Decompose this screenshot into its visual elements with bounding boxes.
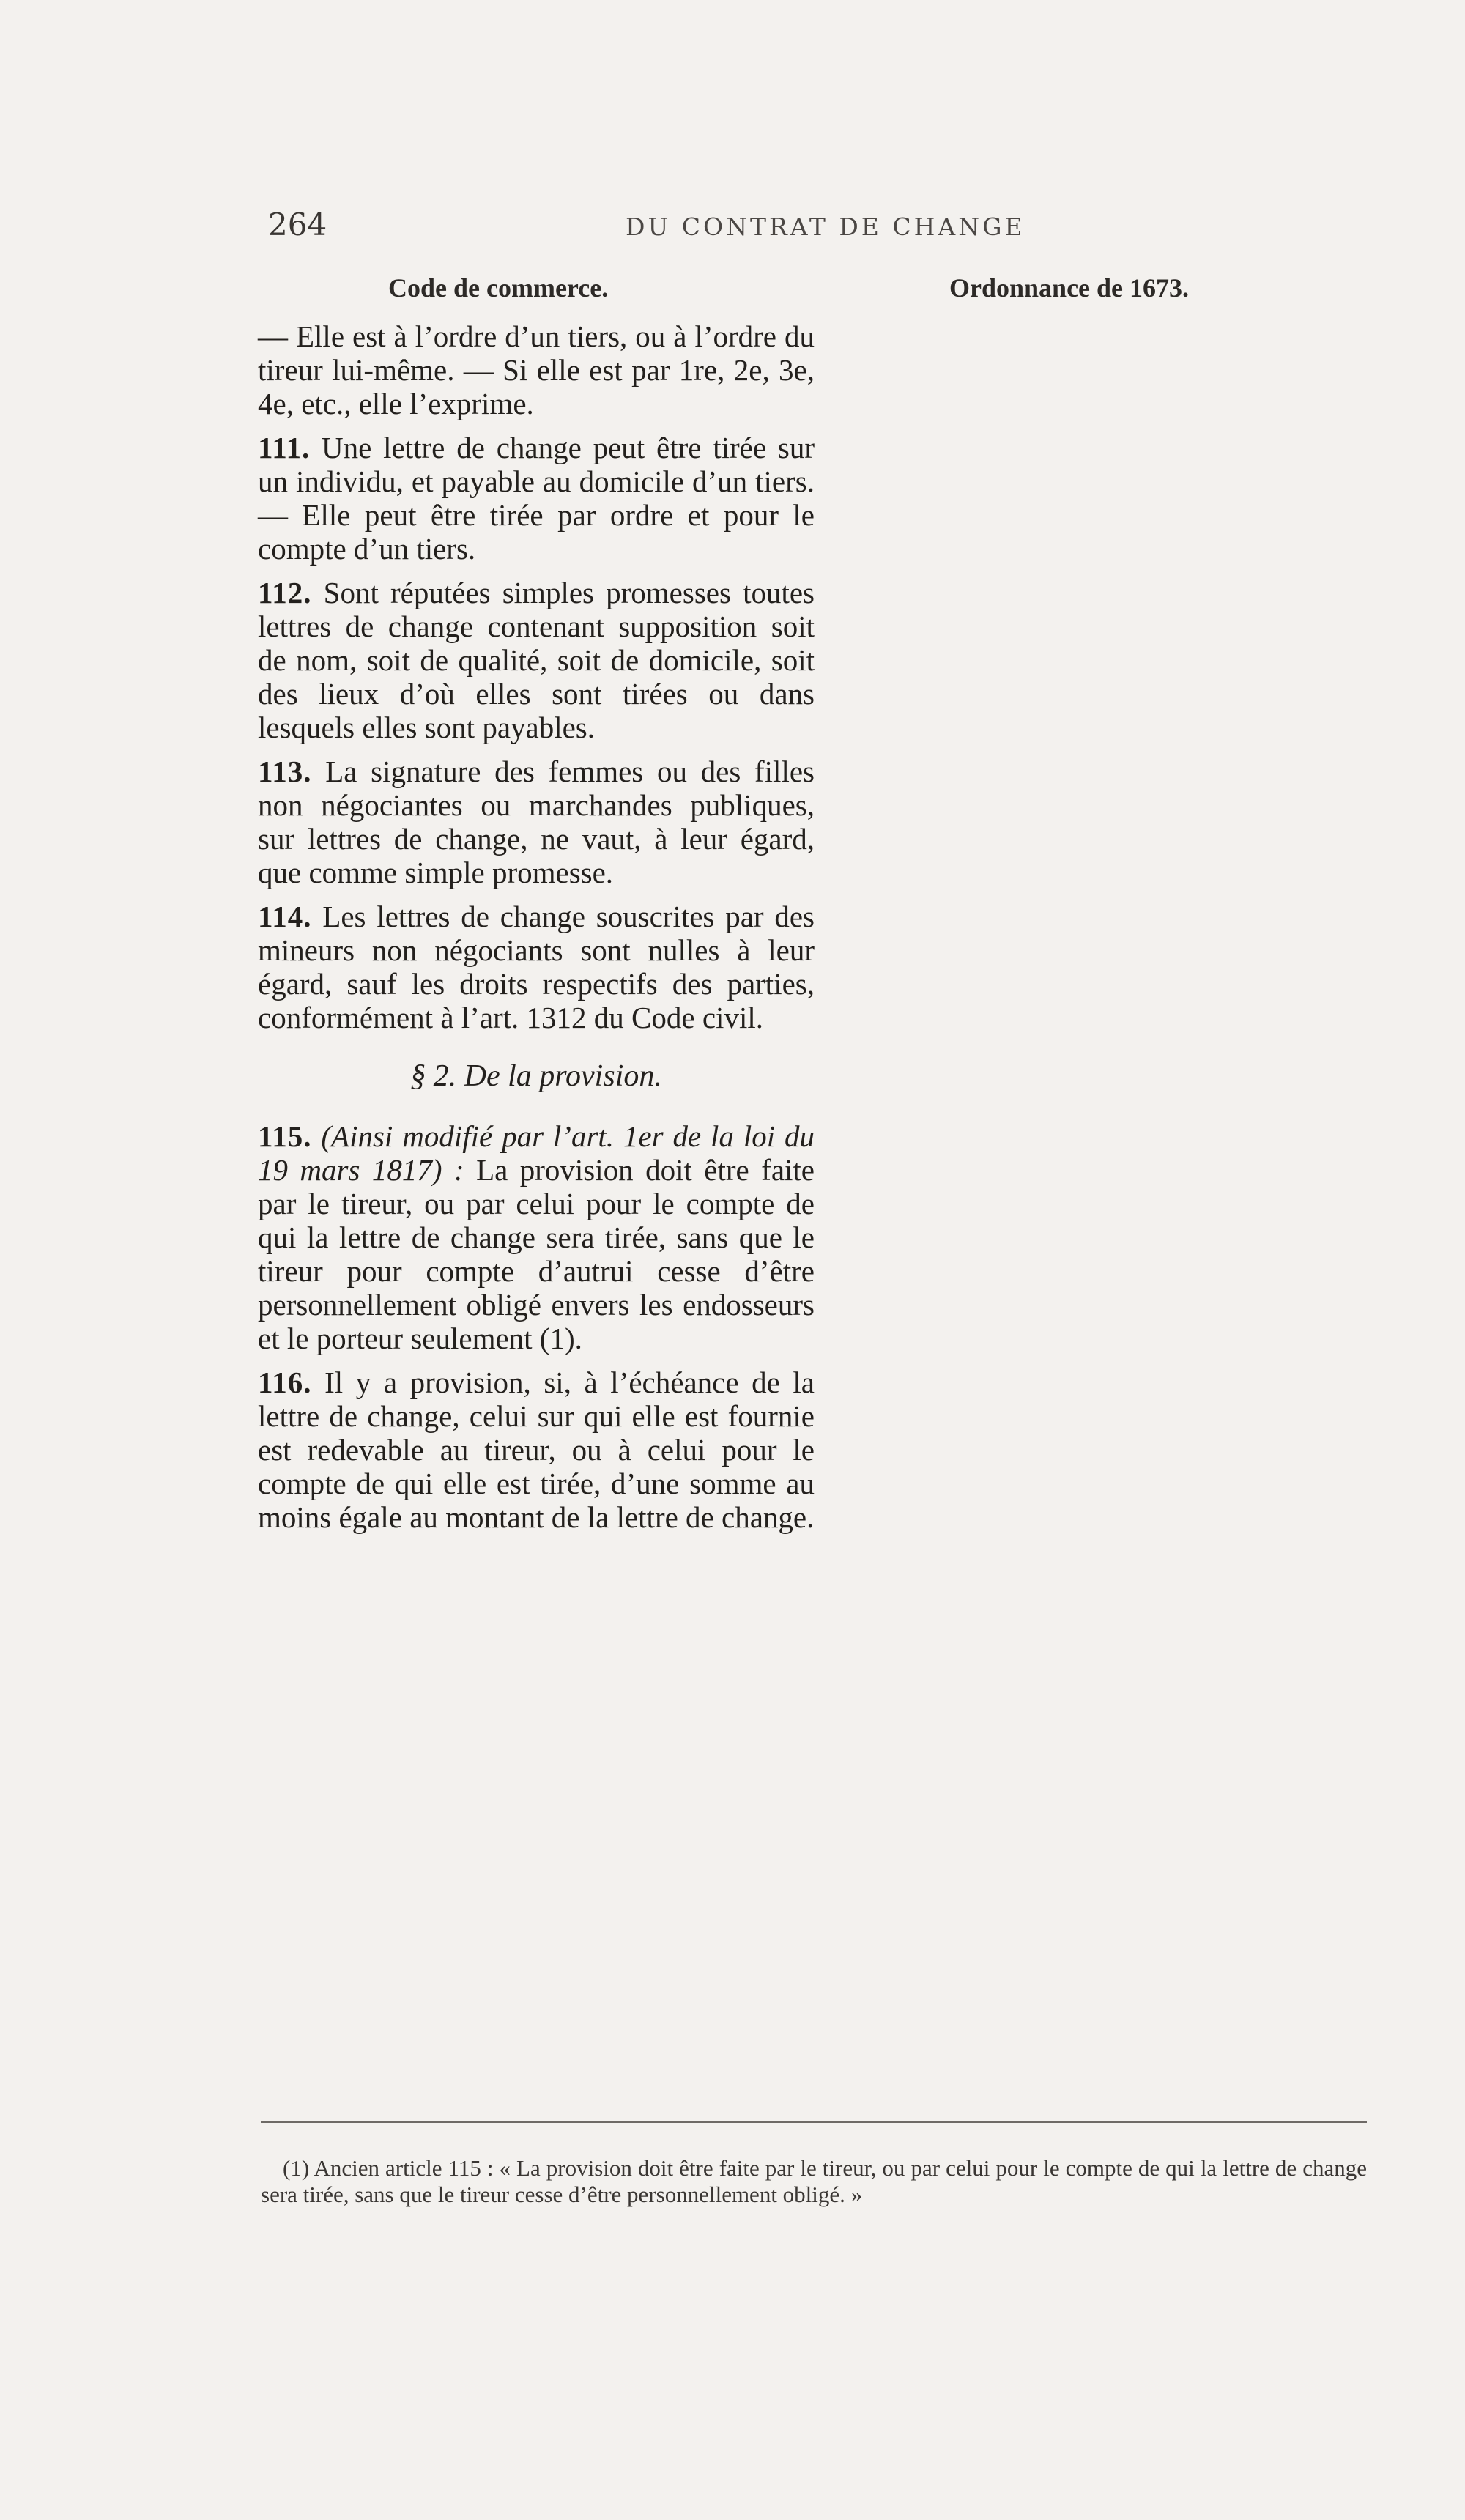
article-text: Sont réputées simples promesses toutes lettres de change contenant supposition soit de nom, soit de qualité, soit de domicile, soit des lieux d’où elles sont tirées ou dans lesquels elles sont payables. — [258, 576, 815, 744]
article-115 — [258, 1119, 815, 1355]
running-title: DU CONTRAT DE CHANGE — [626, 212, 1026, 241]
article-number: 116. — [258, 1365, 312, 1399]
bleed-through-shadow — [864, 322, 1377, 2080]
intro-paragraph: — Elle est à l’ordre d’un tiers, ou à l’ordre du tireur lui-même. — Si elle est par 1re, 2e, 3e, 4e, etc., elle l’exprime. — [258, 319, 815, 420]
right-column-title: Ordonnance de 1673. — [949, 273, 1190, 303]
article-modification: (Ainsi modifié par l’art. 1er de la loi du 19 mars 1817) : — [258, 1119, 815, 1187]
footnote-rule — [261, 2121, 1367, 2123]
article-text: La signature des femmes ou des filles non négociantes ou marchandes publiques, sur lettres de change, ne vaut, à leur égard, que comme simple promesse. — [258, 755, 815, 889]
article-number: 115. — [258, 1119, 312, 1153]
article-116 — [258, 1365, 815, 1534]
footnote: (1) Ancien article 115 : « La provision doit être faite par le tireur, ou par celui pour le compte de qui la lettre de change sera tirée, sans que le tireur cesse d’être personnellement obligé. » — [261, 2155, 1367, 2207]
article-text: Il y a provision, si, à l’échéance de la lettre de change, celui sur qui elle est fournie est redevable au tireur, ou à celui pour le compte de qui elle est tirée, d’une somme au moins égale au montant de la lettre de change. — [258, 1365, 815, 1534]
article-114 — [258, 900, 815, 1034]
page-header — [268, 207, 1367, 251]
article-112 — [258, 576, 815, 744]
article-113 — [258, 755, 815, 889]
left-column — [258, 319, 815, 1544]
article-text: La provision doit être faite par le tireur, ou par celui pour le compte de qui la lettre de change sera tirée, sans que le tireur pour compte d’autrui cesse d’être personnellement obligé envers les endosseurs et le porteur seulement (1). — [258, 1153, 815, 1355]
article-111 — [258, 431, 815, 566]
article-text: Une lettre de change peut être tirée sur un individu, et payable au domicile d’un tiers. — Elle peut être tirée par ordre et pour le compte d’un tiers. — [258, 431, 815, 566]
article-text: Les lettres de change souscrites par des mineurs non négociants sont nulles à leur égard, sauf les droits respectifs des parties, conformément à l’art. 1312 du Code civil. — [258, 900, 815, 1034]
page-number: 264 — [268, 207, 327, 242]
article-number: 113. — [258, 755, 312, 788]
article-number: 111. — [258, 431, 311, 464]
left-column-title: Code de commerce. — [388, 273, 609, 303]
article-number: 114. — [258, 900, 312, 933]
article-number: 112. — [258, 576, 312, 609]
section-title: § 2. De la provision. — [410, 1059, 662, 1093]
